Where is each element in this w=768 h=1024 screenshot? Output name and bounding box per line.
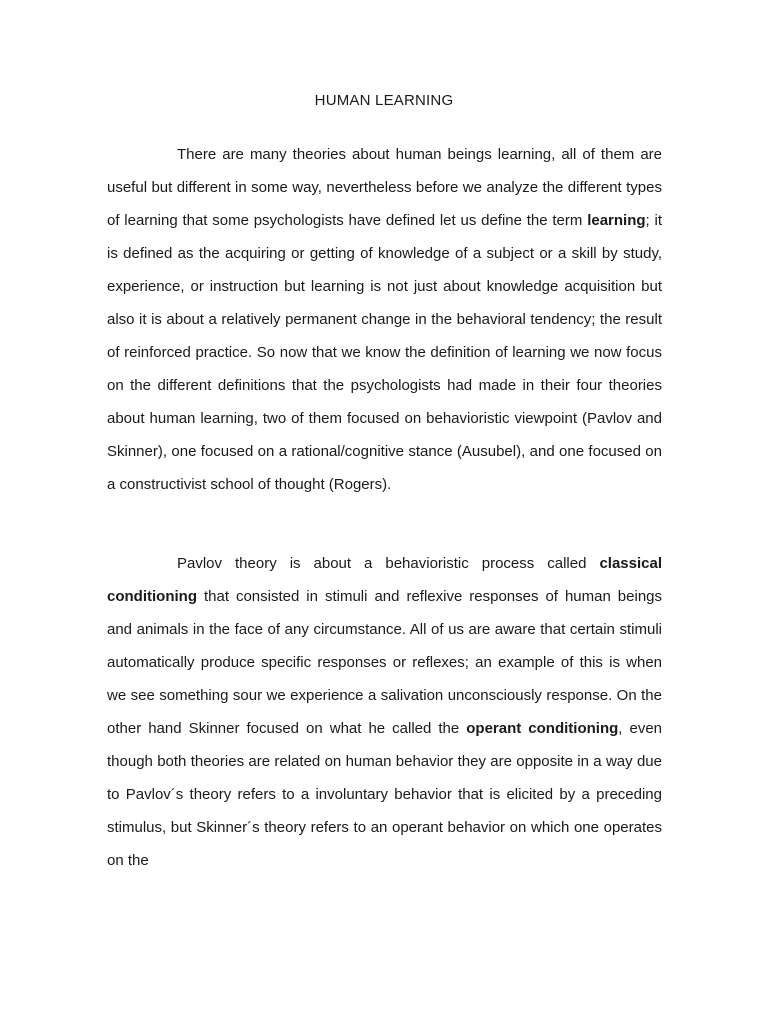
paragraph-1-text-b: ; it is defined as the acquiring or getting of knowledge of a subject or a skill by study, experience, or instruction but learning is not just about knowledge acquisition but also it is about a relatively permanent change in the behavioral tendency; the result of reinforced practice. So now that we know the definition of learning we now focus on the different definitions that the psychologists had made in their four theories about human learning, two of them focused on behavioristic viewpoint (Pavlov and Skinner), one focused on a rational/cognitive stance (Ausubel), and one focused on a constructivist school of thought (Rogers). (107, 212, 662, 493)
paragraph-2 (107, 547, 662, 877)
paragraph-2-text-c: , even though both theories are related on human behavior they are opposite in a way due to Pavlov´s theory refers to a involuntary behavior that is elicited by a preceding stimulus, but Skinner´s theory refers to an operant behavior on which one operates on the (107, 720, 662, 869)
paragraph-2-bold-term-1: classical conditioning (107, 555, 662, 605)
paragraph-2-bold-term-2: operant conditioning (466, 720, 619, 737)
paragraph-1-bold-term: learning (587, 212, 646, 229)
paragraph-2-text-a: Pavlov theory is about a behavioristic process called (177, 555, 600, 572)
paragraph-1 (107, 138, 662, 501)
paragraph-2-text-b: that consisted in stimuli and reflexive responses of human beings and animals in the face of any circumstance. All of us are aware that certain stimuli automatically produce specific responses or reflexes; an example of this is when we see something sour we experience a salivation unconsciously response. On the other hand Skinner focused on what he called the (107, 588, 662, 737)
paragraph-1-text-a: There are many theories about human beings learning, all of them are useful but different in some way, nevertheless before we analyze the different types of learning that some psychologists have defined let us define the term (107, 146, 662, 229)
document-title: HUMAN LEARNING (314, 92, 454, 109)
